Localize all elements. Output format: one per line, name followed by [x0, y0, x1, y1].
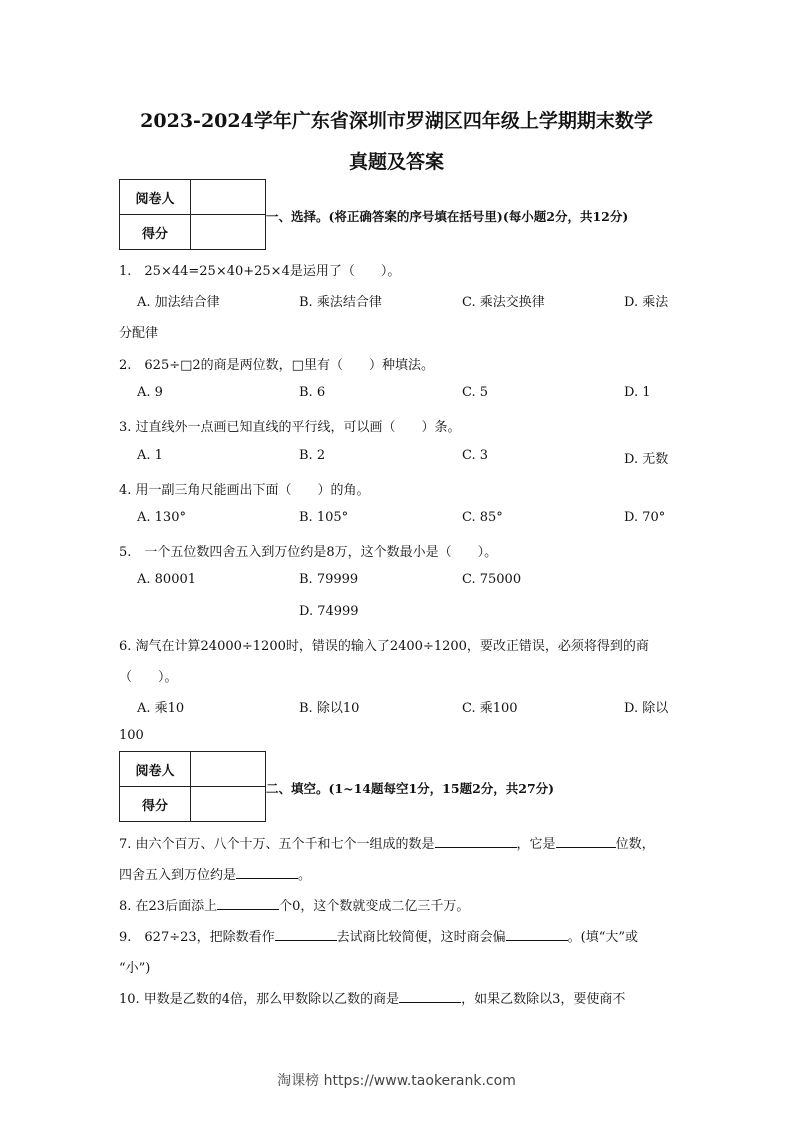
q7-line2 [119, 864, 311, 883]
q7-text-c: 位数， [615, 837, 655, 852]
q1-option-c: C. 乘法交换律 [462, 295, 545, 310]
doc-title-line1: 2023-2024学年广东省深圳市罗湖区四年级上学期期末数学 [140, 110, 653, 132]
q1-option-a: A. 加法结合律 [137, 295, 220, 310]
q2-option-b: B. 6 [299, 385, 326, 400]
section2-heading: 二、填空。(1~14题每空1分，15题2分，共27分) [266, 781, 555, 796]
q7-text-e: 。 [298, 868, 312, 883]
q1-option-d: D. 乘法 [624, 295, 669, 310]
score-label: 得分 [120, 787, 191, 822]
footer-watermark: 淘课榜 https://www.taokerank.com [277, 1073, 516, 1089]
q2-stem: 2. 625÷□2的商是两位数，□里有（ ）种填法。 [119, 358, 434, 373]
q3-stem: 3. 过直线外一点画已知直线的平行线，可以画（ ）条。 [119, 420, 461, 435]
q8-text-b: 个0，这个数就变成二亿三千万。 [279, 899, 470, 914]
q6-option-a: A. 乘10 [137, 701, 185, 716]
q5-option-b: B. 79999 [299, 572, 359, 587]
q3-option-a: A. 1 [137, 448, 163, 463]
q3-option-c: C. 3 [462, 448, 489, 463]
score-cell [191, 787, 266, 822]
q4-option-a: A. 130° [137, 510, 186, 525]
reviewer-label: 阅卷人 [120, 752, 191, 787]
q7-blank-2[interactable] [556, 835, 616, 848]
q7-line1 [119, 833, 655, 852]
q1-stem: 1. 25×44=25×40+25×4是运用了（ ）。 [119, 264, 401, 279]
reviewer-cell [191, 180, 266, 215]
q6-stem-wrap: （ ）。 [119, 670, 178, 685]
q4-option-d: D. 70° [624, 510, 666, 525]
q7-blank-1[interactable] [435, 835, 517, 848]
q4-option-b: B. 105° [299, 510, 349, 525]
q3-option-d: D. 无数 [624, 452, 669, 467]
q10-line [119, 988, 625, 1007]
q9-text-c: 。(填“大”或 [567, 930, 639, 945]
q5-option-d: D. 74999 [299, 604, 359, 619]
q10-blank-1[interactable] [399, 990, 461, 1003]
q2-option-c: C. 5 [462, 385, 489, 400]
q6-option-b: B. 除以10 [299, 701, 360, 716]
q9-blank-2[interactable] [506, 928, 568, 941]
q1-option-d-wrap: 分配律 [119, 326, 159, 341]
q2-option-d: D. 1 [624, 385, 651, 400]
score-box-2 [119, 751, 266, 822]
q7-text-b: ，它是 [516, 837, 556, 852]
q1-option-b: B. 乘法结合律 [299, 295, 382, 310]
q8-blank-1[interactable] [217, 897, 279, 910]
q8-text-a: 8. 在23后面添上 [119, 899, 218, 914]
q8-line [119, 895, 469, 914]
q5-stem: 5. 一个五位数四舍五入到万位约是8万，这个数最小是（ ）。 [119, 545, 498, 560]
q9-blank-1[interactable] [275, 928, 337, 941]
doc-title-line2: 真题及答案 [348, 151, 444, 173]
q5-option-c: C. 75000 [462, 572, 522, 587]
q9-line1 [119, 926, 638, 945]
section1-heading: 一、选择。(将正确答案的序号填在括号里)(每小题2分，共12分) [266, 209, 629, 224]
q6-option-d: D. 除以 [624, 701, 669, 716]
score-box-1 [119, 179, 266, 250]
q9-text-b: 去试商比较简便，这时商会偏 [336, 930, 506, 945]
q4-stem: 4. 用一副三角尺能画出下面（ ）的角。 [119, 483, 370, 498]
q9-text-a: 9. 627÷23，把除数看作 [119, 930, 275, 945]
q3-option-b: B. 2 [299, 448, 326, 463]
q2-option-a: A. 9 [137, 385, 163, 400]
score-cell [191, 215, 266, 250]
q6-option-d-wrap: 100 [119, 728, 144, 743]
reviewer-label: 阅卷人 [120, 180, 191, 215]
q9-line2: “小”) [119, 961, 151, 976]
reviewer-cell [191, 752, 266, 787]
q5-option-a: A. 80001 [137, 572, 197, 587]
q6-stem: 6. 淘气在计算24000÷1200时，错误的输入了2400÷1200，要改正错误，必须将得到的商 [119, 639, 649, 654]
q6-option-c: C. 乘100 [462, 701, 518, 716]
q7-text-a: 7. 由六个百万、八个十万、五个千和七个一组成的数是 [119, 837, 435, 852]
q4-option-c: C. 85° [462, 510, 503, 525]
q10-text-b: ，如果乙数除以3，要使商不 [461, 992, 626, 1007]
score-label: 得分 [120, 215, 191, 250]
q7-text-d: 四舍五入到万位约是 [119, 868, 237, 883]
q7-blank-3[interactable] [236, 866, 298, 879]
q10-text-a: 10. 甲数是乙数的4倍，那么甲数除以乙数的商是 [119, 992, 400, 1007]
